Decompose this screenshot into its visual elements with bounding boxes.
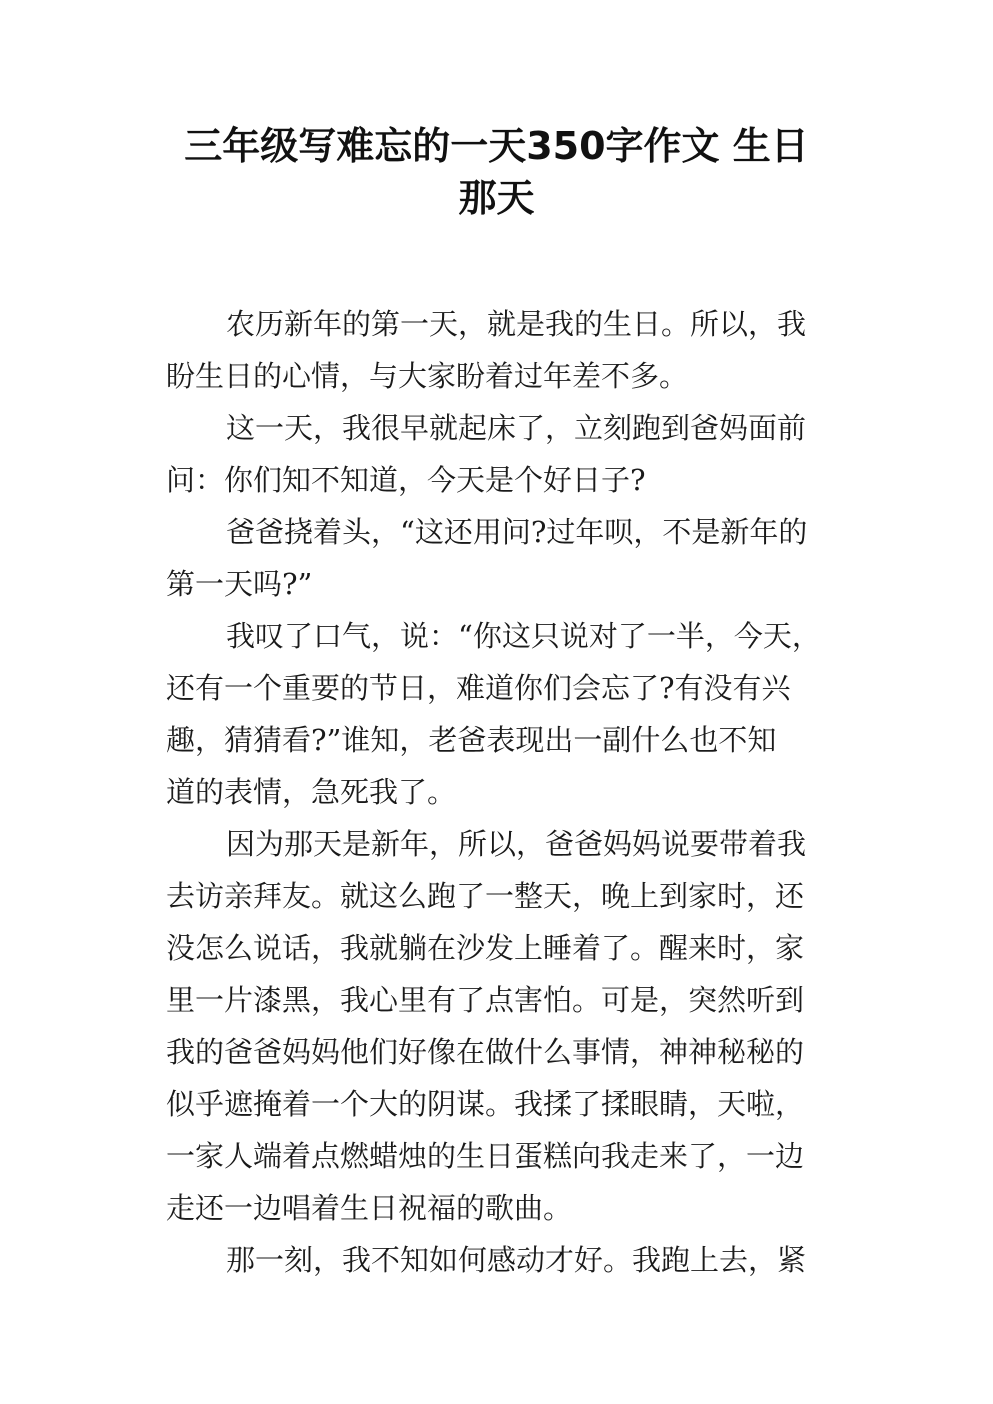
text-line: 似乎遮掩着一个大的阴谋。我揉了揉眼睛，天啦，	[166, 1087, 805, 1121]
text-line: 道的表情，急死我了。	[166, 775, 457, 809]
text-line: 走还一边唱着生日祝福的歌曲。	[166, 1191, 573, 1225]
title-line-1: 三年级写难忘的一天350字作文 生日	[184, 124, 809, 168]
text-line: 那一刻，我不知如何感动才好。我跑上去，紧	[226, 1243, 807, 1277]
essay-body	[166, 298, 836, 1286]
text-line: 第一天吗?”	[166, 567, 313, 601]
text-line: 我叹了口气，说：“你这只说对了一半，今天，	[226, 619, 821, 653]
title-line-2: 那天	[458, 176, 535, 220]
text-line: 趣，猜猜看?”谁知，老爸表现出一副什么也不知	[166, 723, 777, 757]
text-line: 爸爸挠着头，“这还用问?过年呗，不是新年的	[226, 515, 808, 549]
text-line: 去访亲拜友。就这么跑了一整天，晚上到家时，还	[166, 879, 805, 913]
page-title	[150, 120, 843, 224]
text-line: 里一片漆黑，我心里有了点害怕。可是，突然听到	[166, 983, 805, 1017]
text-line: 这一天，我很早就起床了，立刻跑到爸妈面前	[226, 411, 807, 445]
text-line: 农历新年的第一天，就是我的生日。所以，我	[226, 307, 807, 341]
text-line: 没怎么说话，我就躺在沙发上睡着了。醒来时，家	[166, 931, 805, 965]
text-line: 还有一个重要的节日，难道你们会忘了?有没有兴	[166, 671, 791, 705]
text-line: 问：你们知不知道，今天是个好日子?	[166, 463, 646, 497]
text-line: 我的爸爸妈妈他们好像在做什么事情，神神秘秘的	[166, 1035, 805, 1069]
text-line: 一家人端着点燃蜡烛的生日蛋糕向我走来了，一边	[166, 1139, 805, 1173]
text-line: 盼生日的心情，与大家盼着过年差不多。	[166, 359, 689, 393]
text-line: 因为那天是新年，所以，爸爸妈妈说要带着我	[226, 827, 807, 861]
